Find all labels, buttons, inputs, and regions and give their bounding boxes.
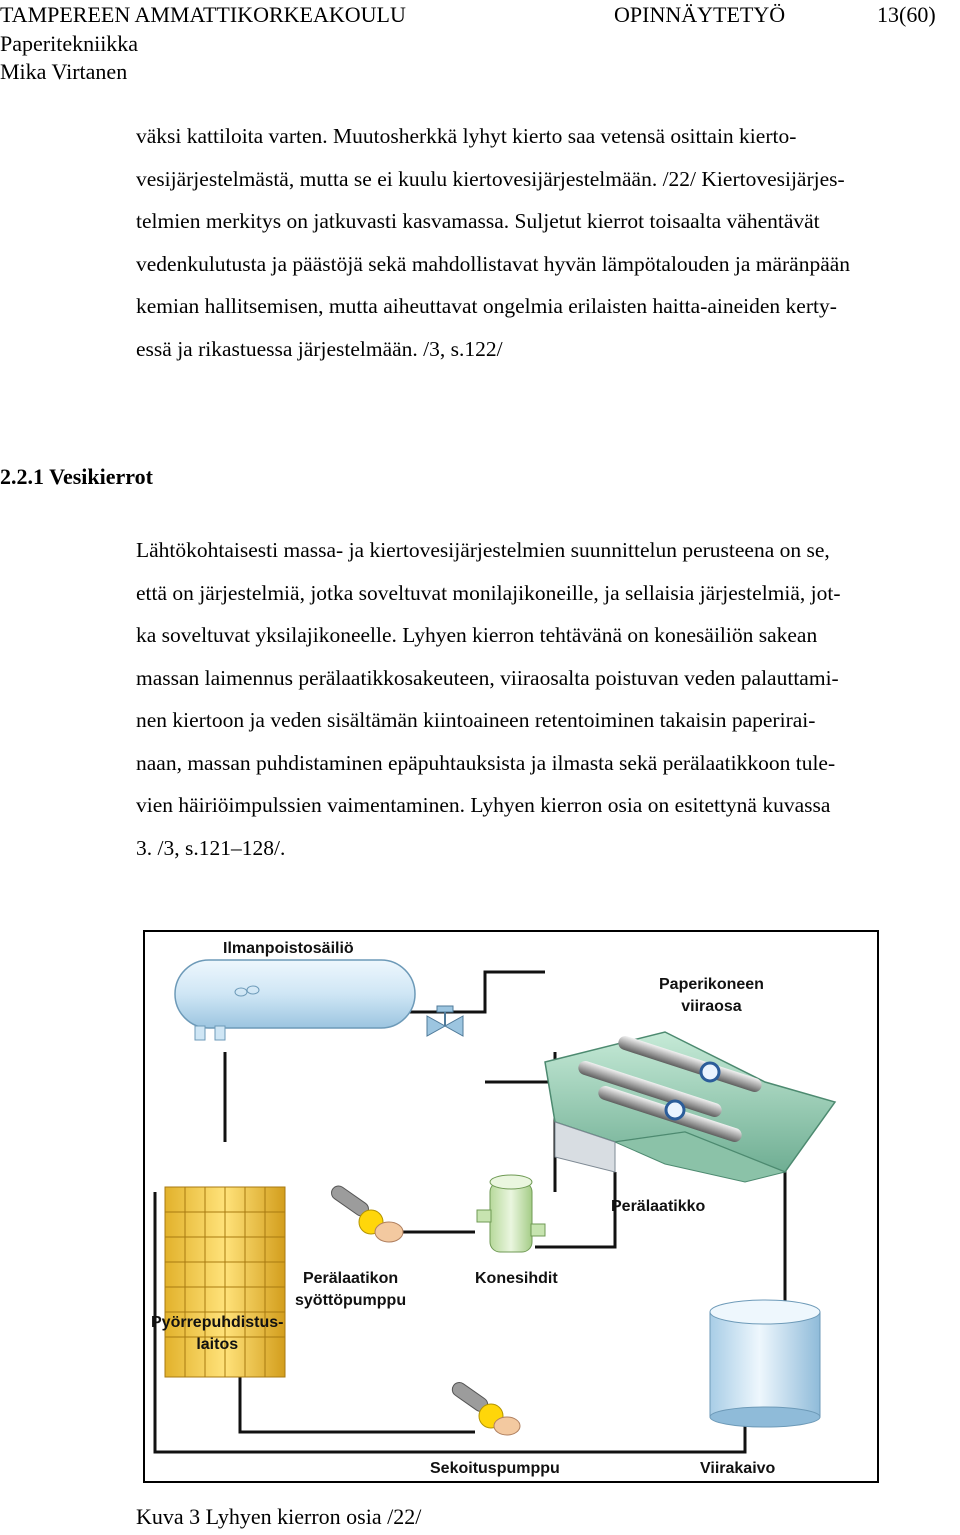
short-circulation-figure (143, 930, 879, 1483)
text-line: vedenkulutusta ja päästöjä sekä mahdollistavat hyvän lämpötalouden ja märänpään (136, 251, 851, 276)
text-line: kemian hallitsemisen, mutta aiheuttavat ongelmia erilaisten haitta-aineiden kerty- (136, 294, 837, 318)
text-line: massan laimennus perälaatikkosakeuteen, viiraosalta poistuvan veden palauttami- (136, 665, 839, 690)
machine-screen (477, 1175, 545, 1252)
headbox-feed-pump (329, 1183, 403, 1242)
header-department: Paperitekniikka (0, 31, 139, 56)
paragraph-2 (136, 529, 948, 869)
cleaner-to-mixing-pump-line (240, 1372, 475, 1432)
deaerator-tank (175, 960, 415, 1040)
wire-pit (710, 1300, 820, 1427)
text-line: vesijärjestelmästä, mutta se ei kuulu kiertovesijärjestelmään. /22/ Kiertovesijärjes- (136, 166, 845, 191)
label-mixing-pump: Sekoituspumppu (430, 1460, 560, 1477)
figure-drawing (145, 932, 879, 1483)
text-line: Lähtökohtaisesti massa- ja kiertovesijärjestelmien suunnittelun perusteena on se, (136, 538, 830, 562)
label-wire-section: Paperikoneen viiraosa (659, 976, 764, 1015)
label-headbox: Perälaatikko (611, 1198, 706, 1215)
header-author: Mika Virtanen (0, 59, 128, 84)
text-line: 3. /3, s.121–128/. (136, 835, 286, 860)
label-deaerator: Ilmanpoistosäiliö (223, 940, 354, 957)
text-line: nen kiertoon ja veden sisältämän kiintoaineen retentoiminen takaisin paperirai- (136, 708, 816, 732)
text-line: että on järjestelmiä, jotka soveltuvat monilajikoneille, ja sellaisia järjestelmiä, jot- (136, 580, 841, 605)
header-institution: TAMPEREEN AMMATTIKORKEAKOULU (0, 2, 406, 27)
text-line: ka soveltuvat yksilajikoneelle. Lyhyen kierron tehtävänä on konesäiliön sakean (136, 623, 818, 647)
header-doc-type: OPINNÄYTETYÖ (614, 2, 786, 27)
text-line: essä ja rikastuessa järjestelmään. /3, s.122/ (136, 336, 503, 361)
label-headbox-feed-pump: Perälaatikon syöttöpumppu (295, 1270, 407, 1309)
label-machine-screen: Konesihdit (475, 1270, 558, 1287)
figure-caption: Kuva 3 Lyhyen kierron osia /22/ (136, 1504, 422, 1529)
paragraph-1 (136, 115, 948, 370)
label-wire-pit: Viirakaivo (700, 1460, 776, 1477)
header-page-number: 13(60) (877, 2, 936, 27)
text-line: väksi kattiloita varten. Muutosherkkä lyhyt kierto saa vetensä osittain kierto- (136, 124, 797, 148)
screen-to-headbox-line (535, 1172, 615, 1247)
label-vortex-cleaner: Pyörrepuhdistus- laitos (151, 1314, 284, 1353)
text-line: telmien merkitys on jatkuvasti kasvamassa. Suljetut kierrot toisaalta vähentävät (136, 209, 820, 233)
section-heading: 2.2.1 Vesikierrot (0, 464, 153, 489)
mixing-pump (450, 1380, 520, 1435)
text-line: vien häiriöimpulssien vaimentaminen. Lyhyen kierron osia on esitettynä kuvassa (136, 793, 831, 817)
text-line: naan, massan puhdistaminen epäpuhtauksista ja ilmasta sekä perälaatikkoon tule- (136, 750, 836, 775)
